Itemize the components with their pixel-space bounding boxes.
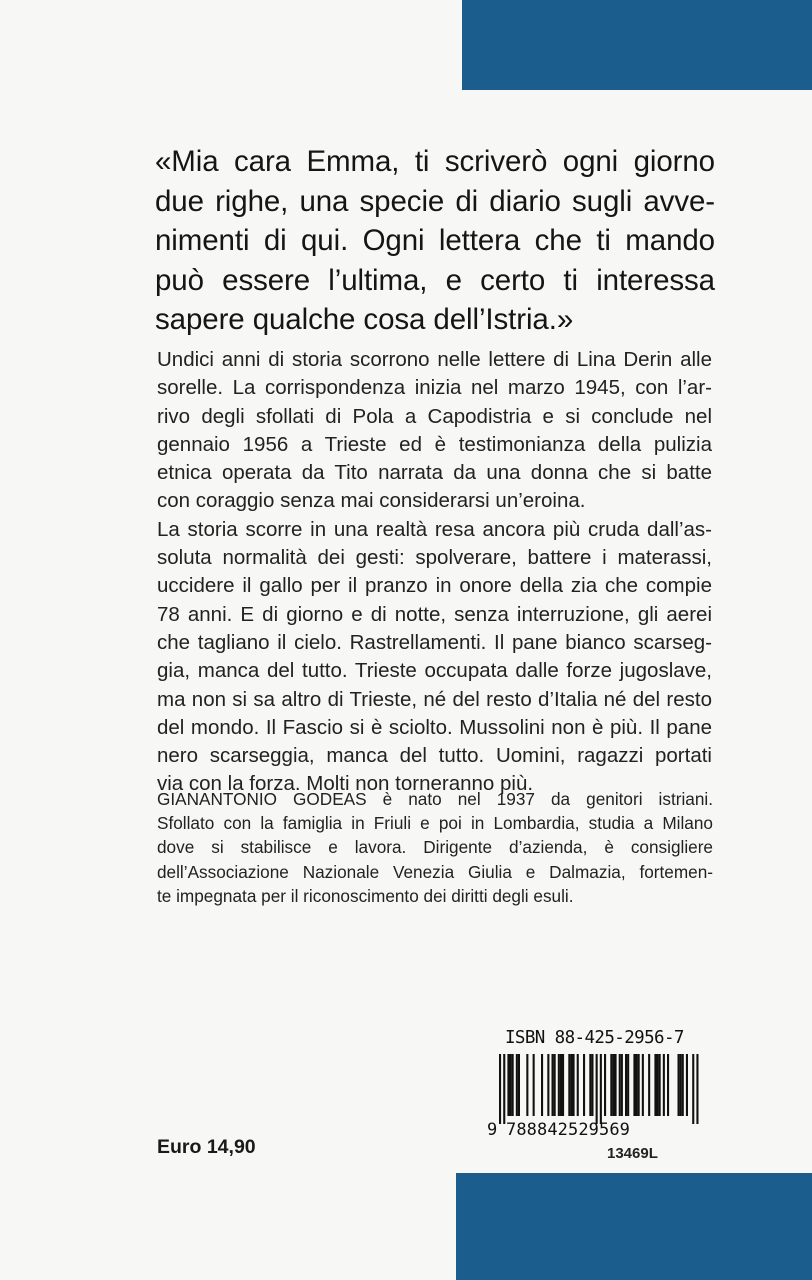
synopsis-line: che tagliano il cielo. Rastrellamenti. Il pane bianco scarseg- xyxy=(157,630,712,654)
synopsis-line: sorelle. La corrispondenza inizia nel marzo 1945, con l’ar- xyxy=(157,376,712,400)
barcode-digits: 788842529569 xyxy=(506,1120,631,1140)
barcode-bar xyxy=(570,1054,572,1116)
bio-line: GIANANTONIO GODEAS è nato nel 1937 da genitori istriani. xyxy=(157,789,713,809)
barcode-bar xyxy=(686,1054,688,1116)
bio-line: dell’Associazione Nazionale Venezia Giulia e Dalmazia, fortemen- xyxy=(157,861,713,882)
isbn-label: ISBN 88-425-2956-7 xyxy=(505,1028,684,1048)
synopsis-line: gia, manca del tutto. Trieste occupata dalle forze jugoslave, xyxy=(157,659,712,683)
barcode-bar xyxy=(619,1054,621,1116)
synopsis-line: Undici anni di storia scorrono nelle lettere di Lina Derin alle xyxy=(157,348,712,371)
barcode-bar xyxy=(612,1054,614,1116)
barcode-bar xyxy=(526,1054,528,1116)
synopsis-line: etnica operata da Tito narrata da una donna che si batte xyxy=(157,461,712,485)
barcode-bar xyxy=(499,1054,501,1124)
synopsis-line: La storia scorre in una realtà resa ancora più cruda dall’as- xyxy=(157,517,712,541)
barcode-bar xyxy=(604,1054,606,1116)
barcode xyxy=(483,1054,701,1124)
synopsis-line: soluta normalità dei gesti: spolverare, battere i materassi, xyxy=(157,546,712,570)
barcode-bar xyxy=(680,1054,682,1116)
synopsis-line: via con la forza. Molti non torneranno più. xyxy=(157,772,534,796)
barcode-bar xyxy=(558,1054,560,1116)
barcode-bar xyxy=(573,1054,575,1116)
barcode-bar xyxy=(562,1054,564,1116)
barcode-bar xyxy=(600,1054,602,1124)
barcode-bar xyxy=(659,1054,661,1116)
price: Euro 14,90 xyxy=(157,1136,256,1158)
barcode-bar xyxy=(657,1054,659,1116)
catalog-code: 13469L xyxy=(607,1145,658,1162)
barcode-bar xyxy=(512,1054,514,1116)
barcode-bar xyxy=(638,1054,640,1116)
top-color-band xyxy=(462,0,812,90)
barcode-bar xyxy=(568,1054,570,1116)
barcode-bar xyxy=(547,1054,549,1116)
synopsis-line: 78 anni. E di giorno e di notte, senza interruzione, gli aerei xyxy=(157,602,712,626)
quote-line: può essere l’ultima, e certo ti interessa xyxy=(155,263,715,297)
barcode-bar xyxy=(516,1054,518,1116)
barcode-bar xyxy=(621,1054,623,1116)
bottom-color-band xyxy=(456,1173,812,1280)
barcode-bar xyxy=(560,1054,562,1116)
bio-line: Sfollato con la famiglia in Friuli e poi in Lombardia, studia a Milano xyxy=(157,813,713,834)
barcode-bar xyxy=(583,1054,585,1116)
barcode-bar xyxy=(533,1054,535,1116)
barcode-bar xyxy=(541,1054,543,1116)
barcode-bar xyxy=(610,1054,612,1116)
barcode-bar xyxy=(682,1054,684,1116)
barcode-bar xyxy=(507,1054,509,1116)
quote-line: due righe, una specie di diario sugli avve- xyxy=(155,184,715,218)
synopsis-line: uccidere il gallo per il pranzo in onore della zia che compie xyxy=(157,574,712,598)
barcode-bar xyxy=(642,1054,644,1116)
synopsis-line: con coraggio senza mai considerarsi un’eroina. xyxy=(157,489,586,513)
synopsis-line: rivo degli sfollati di Pola a Capodistria e si conclude nel xyxy=(157,404,712,428)
barcode-bar xyxy=(663,1054,665,1116)
barcode-bar xyxy=(589,1054,591,1116)
barcode-bar xyxy=(625,1054,627,1116)
barcode-bar xyxy=(591,1054,593,1116)
barcode-bar xyxy=(678,1054,680,1116)
synopsis-line: nero scarseggia, manca del tutto. Uomini, ragazzi portati xyxy=(157,744,712,768)
quote-line: sapere qualche cosa dell’Istria.» xyxy=(155,303,574,336)
barcode-bar xyxy=(692,1054,694,1124)
barcode-bar xyxy=(577,1054,579,1116)
barcode-bar xyxy=(633,1054,635,1116)
author-bio xyxy=(157,787,713,908)
barcode-bar xyxy=(554,1054,556,1116)
opening-quote xyxy=(155,142,715,340)
barcode-bar xyxy=(627,1054,629,1116)
barcode-bar xyxy=(552,1054,554,1116)
barcode-bar xyxy=(667,1054,669,1116)
barcode-bar xyxy=(615,1054,617,1116)
quote-line: nimenti di qui. Ogni lettera che ti mando xyxy=(155,224,715,257)
quote-line: «Mia cara Emma, ti scriverò ogni giorno xyxy=(155,145,715,178)
barcode-bar xyxy=(636,1054,638,1116)
synopsis-line: ma non si sa altro di Trieste, né del resto d’Italia né del resto xyxy=(157,687,712,711)
bio-line: dove si stabilisce e lavora. Dirigente d’azienda, è consigliere xyxy=(157,837,713,858)
barcode-bar xyxy=(648,1054,650,1116)
barcode-bar xyxy=(654,1054,656,1116)
synopsis-line: gennaio 1956 a Trieste ed è testimonianza della pulizia xyxy=(157,432,712,456)
barcode-first-digit: 9 xyxy=(487,1120,498,1140)
barcode-bar xyxy=(596,1054,598,1124)
barcode-bar xyxy=(696,1054,698,1124)
barcode-bar xyxy=(503,1054,505,1124)
synopsis-line: del mondo. Il Fascio si è sciolto. Mussolini non è più. Il pane xyxy=(157,715,712,739)
barcode-bar xyxy=(510,1054,512,1116)
synopsis-text xyxy=(157,346,712,799)
barcode-bars xyxy=(499,1054,699,1124)
bio-line: te impegnata per il riconoscimento dei diritti degli esuli. xyxy=(157,885,574,906)
barcode-bar xyxy=(518,1054,520,1116)
